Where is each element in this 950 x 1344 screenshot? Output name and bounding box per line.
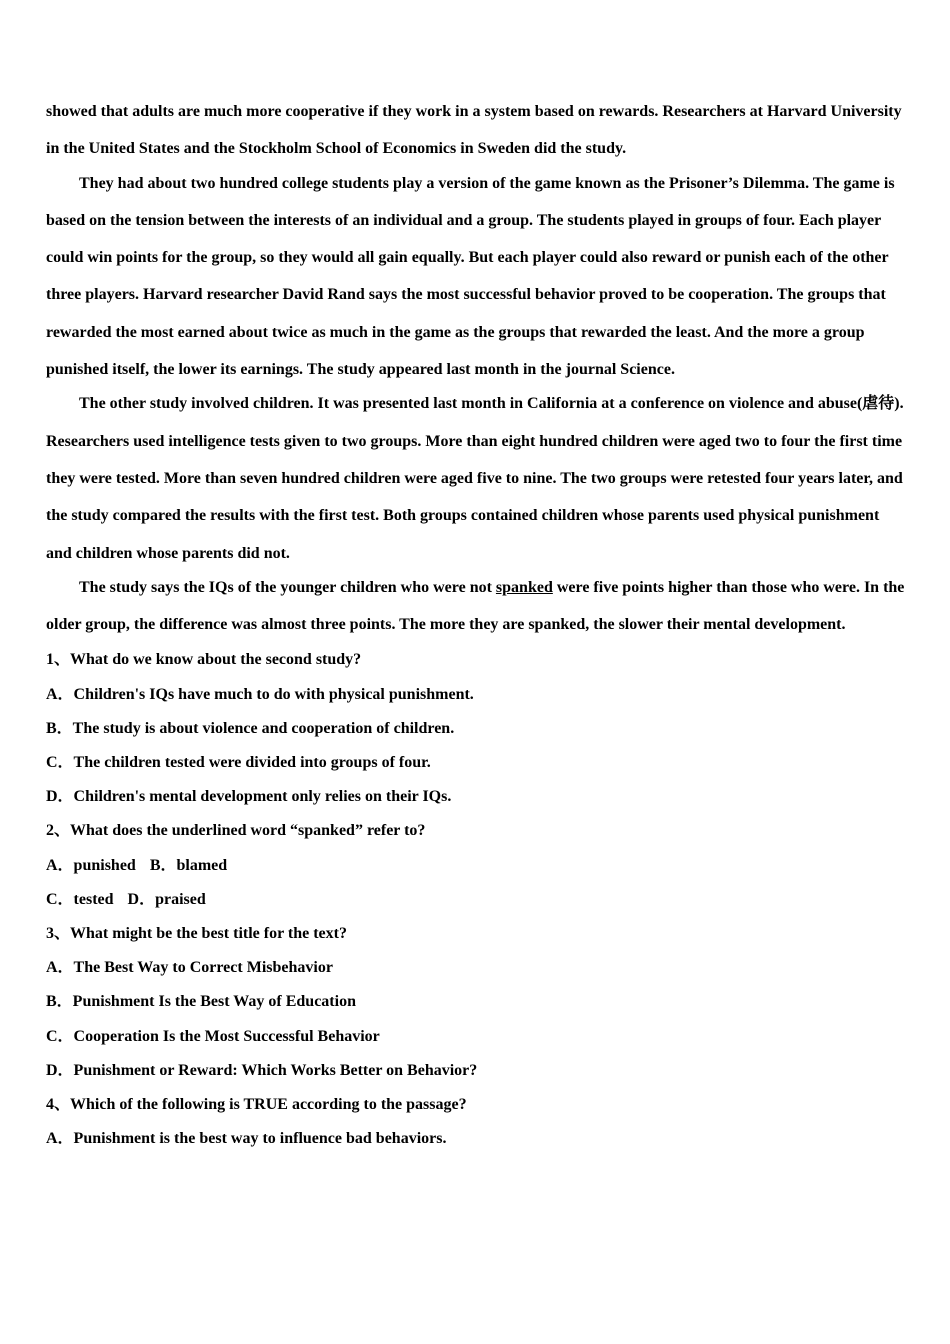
question-stem: 2、What does the underlined word “spanked” refer to?: [46, 822, 426, 840]
option-c: C．Cooperation Is the Most Successful Behavior: [46, 1027, 380, 1045]
options-row-ab: [46, 849, 906, 883]
passage-paragraph-4: [46, 569, 906, 644]
underlined-word: spanked: [495, 578, 553, 596]
question-stem: 1、What do we know about the second study?: [46, 651, 362, 669]
option-d: D．Punishment or Reward: Which Works Better on Behavior?: [46, 1061, 478, 1079]
question-stem: 3、What might be the best title for the text?: [46, 924, 347, 942]
question-4: [46, 1088, 906, 1156]
option-d: D．praised: [127, 890, 206, 908]
option-a: A．punished: [46, 856, 136, 874]
paragraph-4-text-end: were five points higher than those who were. In the older group, the difference was almost three points. The more they are spanked, the slower their mental development.: [46, 578, 905, 634]
option-c: C．tested: [46, 890, 114, 908]
option-a: A．Punishment is the best way to influence bad behaviors.: [46, 1130, 447, 1148]
question-3: [46, 917, 906, 1088]
option-b: B．blamed: [149, 856, 228, 874]
passage-paragraph-1: showed that adults are much more cooperative if they work in a system based on rewards. Researchers at Harvard University in the United States and the Stockholm School of Economics in Sweden did the study.: [46, 103, 902, 158]
passage-paragraph-3: The other study involved children. It was presented last month in California at a conference on violence and abuse(虐待). Researchers used intelligence tests given to two groups. More than eight hundred children were aged two to four the first time they were tested. More than seven hundred children were aged five to nine. The two groups were retested four years later, and the study compared the results with the first test. Both groups contained children whose parents used physical punishment and children whose parents did not.: [46, 395, 904, 562]
passage-paragraph-2: They had about two hundred college students play a version of the game known as the Prisoner’s Dilemma. The game is based on the tension between the interests of an individual and a group. The students played in groups of four. Each player could win points for the group, so they would all gain equally. But each player could also reward or punish each of the other three players. Harvard researcher David Rand says the most successful behavior proved to be cooperation. The groups that rewarded the most earned about twice as much in the game as the groups that rewarded the least. And the more a group punished itself, the lower its earnings. The study appeared last month in the journal Science.: [46, 174, 895, 379]
option-b: B．Punishment Is the Best Way of Education: [46, 993, 356, 1011]
question-stem: 4、Which of the following is TRUE according to the passage?: [46, 1095, 467, 1113]
paragraph-4-text-start: The study says the IQs of the younger children who were not: [79, 578, 496, 596]
option-a: A．Children's IQs have much to do with physical punishment.: [46, 685, 474, 703]
option-b: B．The study is about violence and cooperation of children.: [46, 719, 455, 737]
document-page: [46, 93, 906, 1156]
option-c: C．The children tested were divided into groups of four.: [46, 754, 431, 772]
question-1: [46, 643, 906, 814]
question-2: [46, 814, 906, 917]
options-row-cd: [46, 883, 906, 917]
option-a: A．The Best Way to Correct Misbehavior: [46, 959, 333, 977]
option-d: D．Children's mental development only relies on their IQs.: [46, 788, 452, 806]
